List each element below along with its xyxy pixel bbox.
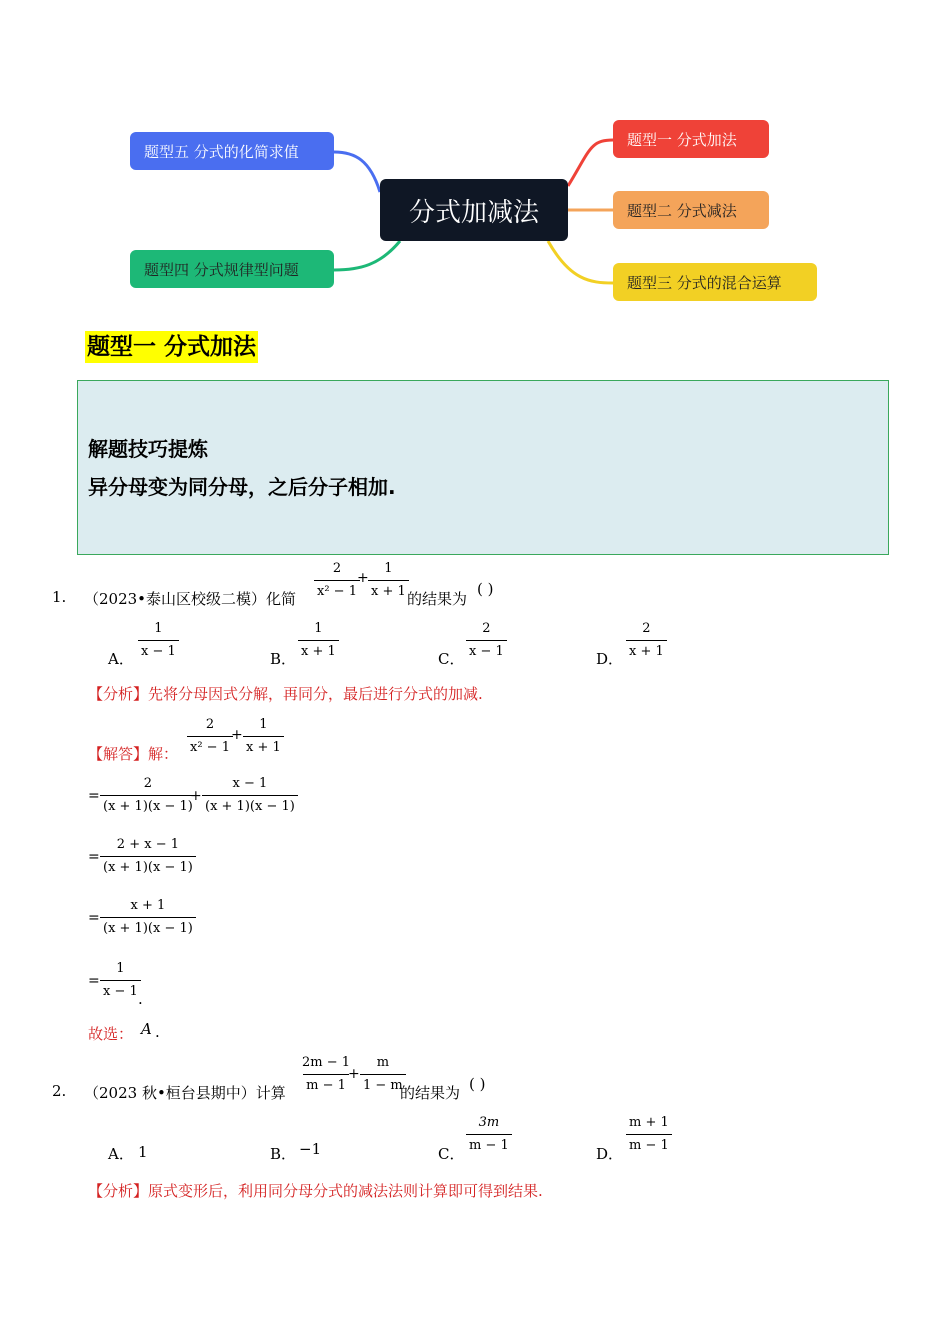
q1-option-c: $\frac{2}{x - 1}$ [466, 620, 507, 661]
q1-answer-frac-2: $\frac{1}{x + 1}$ [243, 716, 284, 757]
q1-analysis [88, 683, 483, 704]
q2-option-d: $\frac{m + 1}{m - 1}$ [626, 1114, 672, 1155]
q1-plus: + [357, 570, 369, 586]
step1-plus: + [190, 788, 202, 804]
mindmap-node-2: 题型二 分式减法 [613, 191, 769, 229]
q2-analysis [88, 1180, 543, 1201]
section-title: 题型一 分式加法 [85, 331, 258, 363]
mindmap-node-1: 题型一 分式加法 [613, 120, 769, 158]
q2-option-b-label: B． [270, 1145, 297, 1163]
q1-answer-frac-1: $\frac{2}{\text{x² − 1}}$ [187, 716, 233, 757]
step3-frac: $\frac{x + 1}{(x + 1)(x - 1)}$ [100, 897, 196, 938]
q1-option-a-label: A． [108, 650, 134, 668]
q2-analysis-label: 【分析】 [88, 1182, 149, 1200]
tip-box [77, 380, 889, 555]
q2-analysis-text: 原式变形后，利用同分母分式的减法法则计算即可得到结果. [148, 1182, 543, 1200]
q1-final-answer: A [141, 1020, 152, 1038]
q2-option-b: −1 [299, 1140, 322, 1158]
step2-frac: $\frac{2 + x - 1}{(x + 1)(x - 1)}$ [100, 836, 196, 877]
q1-expr-frac-1: $\frac{2}{\text{x² − 1}}$ [314, 560, 360, 601]
step1-frac-1: $\frac{2}{(x + 1)(x - 1)}$ [100, 775, 196, 816]
q2-option-c: $\frac{3m}{m - 1}$ [466, 1114, 512, 1155]
q1-number: 1. [52, 588, 67, 606]
mindmap-node-3: 题型三 分式的混合运算 [613, 263, 817, 301]
q1-analysis-text: 先将分母因式分解，再同分，最后进行分式的加减. [148, 685, 483, 703]
q2-expr-frac-1: $\frac{2m - 1}{m - 1}$ [302, 1055, 351, 1093]
connector-5 [334, 152, 380, 192]
step2-eq: = [88, 849, 100, 865]
q1-source: （2023•泰山区校级二模）化简 [84, 590, 297, 608]
step1-frac-2: $\frac{x - 1}{(x + 1)(x - 1)}$ [202, 775, 298, 816]
q1-answer-label: 【解答】解： [88, 745, 179, 763]
q2-source: （2023 秋•桓台县期中）计算 [84, 1084, 286, 1102]
q1-option-b: $\frac{1}{x + 1}$ [298, 620, 339, 661]
q2-option-a: 1 [138, 1143, 148, 1161]
q1-suffix: 的结果为 [407, 590, 468, 608]
mindmap-center: 分式加减法 [380, 179, 568, 241]
step1-eq: = [88, 788, 100, 804]
tip-title: 解题技巧提炼 [88, 437, 208, 461]
mindmap-node-5: 题型五 分式的化简求值 [130, 132, 334, 170]
connector-1 [568, 140, 613, 186]
q2-paren: ( ) [469, 1075, 486, 1093]
q1-option-c-label: C． [438, 650, 465, 668]
step4-frac: $\frac{1}{x - 1}$ [100, 960, 141, 1001]
q2-option-c-label: C． [438, 1145, 465, 1163]
q1-analysis-label: 【分析】 [88, 685, 149, 703]
mindmap-node-4: 题型四 分式规律型问题 [130, 250, 334, 288]
q1-expr-frac-2: $\frac{1}{x + 1}$ [368, 560, 409, 601]
q1-paren: ( ) [477, 580, 494, 598]
q1-answer-plus: + [231, 727, 243, 743]
step4-dot: . [138, 990, 143, 1008]
q1-option-a: $\frac{1}{x - 1}$ [138, 620, 179, 661]
connector-3 [548, 241, 613, 283]
q1-option-d-label: D． [596, 650, 624, 668]
connector-4 [334, 241, 400, 270]
step3-eq: = [88, 910, 100, 926]
q1-option-b-label: B． [270, 650, 297, 668]
q2-number: 2. [52, 1082, 67, 1100]
q1-final-label: 故选： [88, 1025, 134, 1043]
q2-plus: + [348, 1066, 360, 1082]
q2-option-d-label: D． [596, 1145, 624, 1163]
tip-text: 异分母变为同分母，之后分子相加. [88, 475, 396, 499]
step4-eq: = [88, 973, 100, 989]
q2-suffix: 的结果为 [400, 1084, 461, 1102]
q1-option-d: $\frac{2}{x + 1}$ [626, 620, 667, 661]
q1-final-dot: . [155, 1023, 160, 1041]
q2-option-a-label: A． [108, 1145, 134, 1163]
q2-expr-frac-2: $\frac{m}{1 - m}$ [360, 1054, 406, 1095]
